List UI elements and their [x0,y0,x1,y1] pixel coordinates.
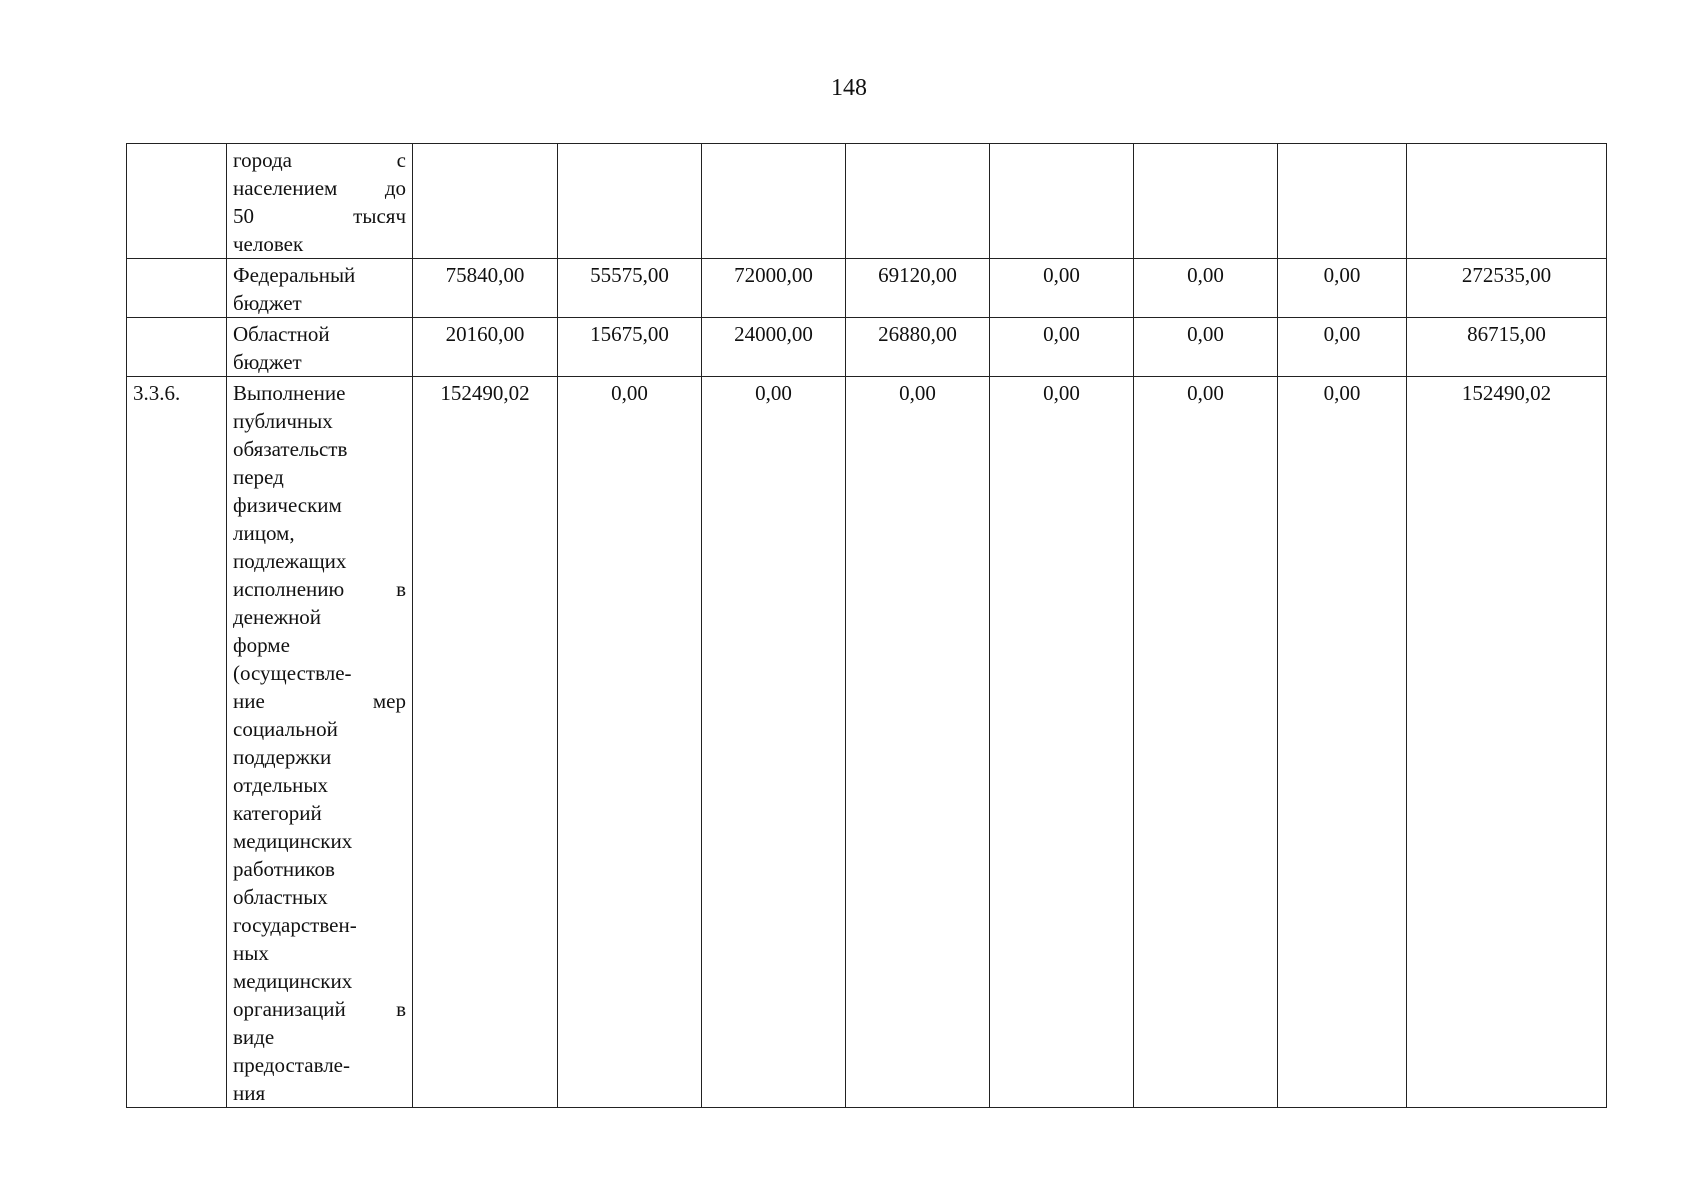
value-cell: 20160,00 [413,318,558,377]
value-cell [1278,144,1407,259]
value-cell: 26880,00 [846,318,990,377]
description-line: ние мер [233,689,406,713]
row-code-cell [127,318,227,377]
table-body [127,144,1607,1108]
description-line: медицинских [233,969,353,993]
description-line: лицом, [233,521,295,545]
value-cell: 86715,00 [1407,318,1607,377]
page-number: 148 [831,75,867,101]
value-cell: 0,00 [1134,318,1278,377]
description-line: населением до [233,176,406,200]
description-line: организаций в [233,997,406,1021]
description-line: Областной [233,322,330,346]
description-line: 50 тысяч [233,204,406,228]
row-code-cell [127,259,227,318]
value-cell: 15675,00 [558,318,702,377]
value-cell: 69120,00 [846,259,990,318]
value-cell: 0,00 [1278,318,1407,377]
description-line: социальной [233,717,338,741]
description-line: бюджет [233,291,302,315]
description-line: форме [233,633,290,657]
value-cell [990,144,1134,259]
row-description-cell [227,144,413,259]
value-cell: 152490,02 [413,377,558,1108]
value-cell [846,144,990,259]
description-line: перед [233,465,284,489]
description-line: ных [233,941,269,965]
value-cell: 0,00 [1278,259,1407,318]
value-cell: 152490,02 [1407,377,1607,1108]
description-line: категорий [233,801,322,825]
value-cell: 72000,00 [702,259,846,318]
description-line: государствен- [233,913,357,937]
value-cell: 0,00 [1134,377,1278,1108]
description-line: города с [233,148,406,172]
value-cell: 0,00 [990,259,1134,318]
table-row [127,144,1607,259]
description-line: виде [233,1025,275,1049]
row-code-cell: 3.3.6. [127,377,227,1108]
value-cell: 272535,00 [1407,259,1607,318]
description-line: Выполнение [233,381,346,405]
table-row [127,259,1607,318]
row-code-cell [127,144,227,259]
value-cell: 75840,00 [413,259,558,318]
description-line: работников [233,857,335,881]
value-cell: 0,00 [558,377,702,1108]
value-cell [413,144,558,259]
row-description-cell [227,377,413,1108]
description-line: ния [233,1081,266,1105]
value-cell: 0,00 [846,377,990,1108]
description-line: физическим [233,493,342,517]
value-cell: 0,00 [1278,377,1407,1108]
description-line: публичных [233,409,333,433]
value-cell [558,144,702,259]
table-row [127,318,1607,377]
budget-table [126,143,1607,1108]
value-cell: 0,00 [702,377,846,1108]
value-cell [1134,144,1278,259]
value-cell [1407,144,1607,259]
description-line: денежной [233,605,322,629]
description-line: (осуществле- [233,661,352,685]
value-cell [702,144,846,259]
row-description-cell [227,259,413,318]
description-line: медицинских [233,829,353,853]
value-cell: 0,00 [990,377,1134,1108]
description-line: обязательств [233,437,348,461]
value-cell: 24000,00 [702,318,846,377]
description-line: исполнению в [233,577,406,601]
description-line: предоставле- [233,1053,350,1077]
description-line: бюджет [233,350,302,374]
value-cell: 0,00 [990,318,1134,377]
description-line: отдельных [233,773,329,797]
value-cell: 0,00 [1134,259,1278,318]
description-line: поддержки [233,745,332,769]
description-line: подлежащих [233,549,347,573]
description-line: областных [233,885,328,909]
table-row [127,377,1607,1108]
description-line: Федеральный [233,263,356,287]
description-line: человек [233,232,304,256]
row-description-cell [227,318,413,377]
value-cell: 55575,00 [558,259,702,318]
